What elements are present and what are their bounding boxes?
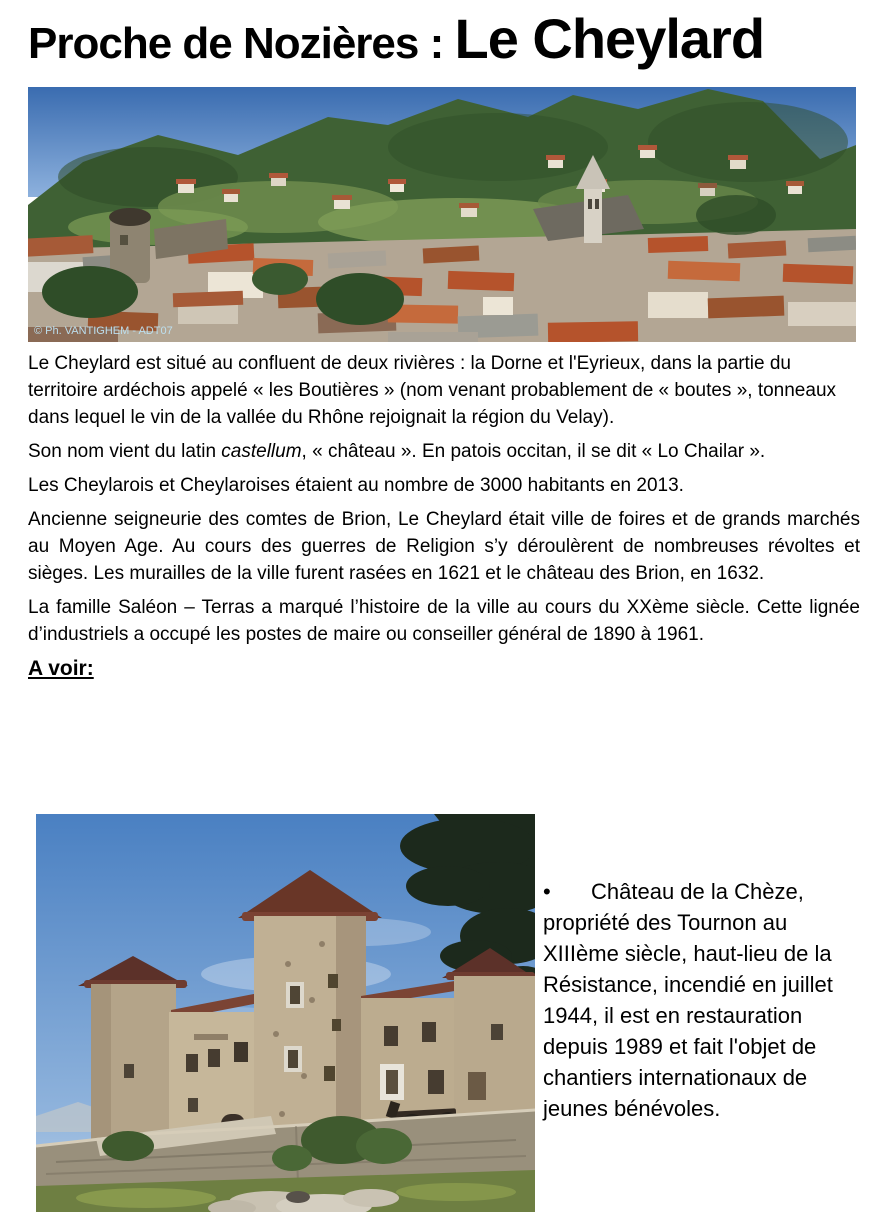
etymology-latin-term: castellum xyxy=(221,441,302,462)
paragraph-history: Ancienne seigneurie des comtes de Brion, Le Cheylard était ville de foires et de grands marchés au Moyen Age. Au cours des guerres de Religion s’y déroulèrent de nombreuses révoltes et sièges. Les murailles de la ville furent rasées en 1621 et le château des Brion, en 1632. xyxy=(28,509,860,584)
photo-credit: © Ph. VANTIGHEM - ADT07 xyxy=(34,325,173,337)
chateau-description xyxy=(543,876,883,1124)
village-photo-illustration xyxy=(28,87,856,342)
list-item-line: 1944, il est en restauration xyxy=(543,1003,803,1028)
page-title-prefix: Proche de Nozières : xyxy=(28,19,455,68)
list-item-line: propriété des Tournon au xyxy=(543,910,788,935)
bullet-icon: • xyxy=(543,879,551,904)
castle-photo-illustration xyxy=(36,814,535,1212)
chateau-de-la-cheze-photo xyxy=(36,814,535,1212)
page-title-emphasis: Le Cheylard xyxy=(454,7,765,70)
paragraph-etymology xyxy=(28,438,860,465)
paragraph-location: Le Cheylard est situé au confluent de deux rivières : la Dorne et l'Eyrieux, dans la partie du territoire ardéchois appelé « les Boutières » (nom venant probablement de « boutes », tonneaux dans lequel le vin de la vallée du Rhône rejoignait la région du Velay). xyxy=(28,353,837,428)
list-item-line: chantiers internationaux de xyxy=(543,1065,808,1090)
list-item-line xyxy=(543,876,883,907)
list-item-line: XIIIème siècle, haut-lieu de la xyxy=(543,941,832,966)
page-title xyxy=(28,6,764,71)
body-text xyxy=(28,350,860,682)
list-item-line: Résistance, incendié en juillet xyxy=(543,972,833,997)
village-panorama-photo xyxy=(28,87,856,342)
list-item-line: depuis 1989 et fait l'objet de xyxy=(543,1034,817,1059)
paragraph-population: Les Cheylarois et Cheylaroises étaient au nombre de 3000 habitants en 2013. xyxy=(28,475,684,496)
paragraph-saleon-terras: La famille Saléon – Terras a marqué l’histoire de la ville au cours du XXème siècle. Cette lignée d’industriels a occupé les postes de maire ou conseiller général de 1890 à 1961. xyxy=(28,597,860,645)
list-item-line: jeunes bénévoles. xyxy=(543,1096,721,1121)
etymology-before: Son nom vient du latin xyxy=(28,441,222,462)
section-heading-a-voir: A voir: xyxy=(28,657,94,680)
list-item-text: Château de la Chèze, xyxy=(591,879,804,904)
etymology-after: , « château ». En patois occitan, il se dit « Lo Chailar ». xyxy=(301,441,766,462)
